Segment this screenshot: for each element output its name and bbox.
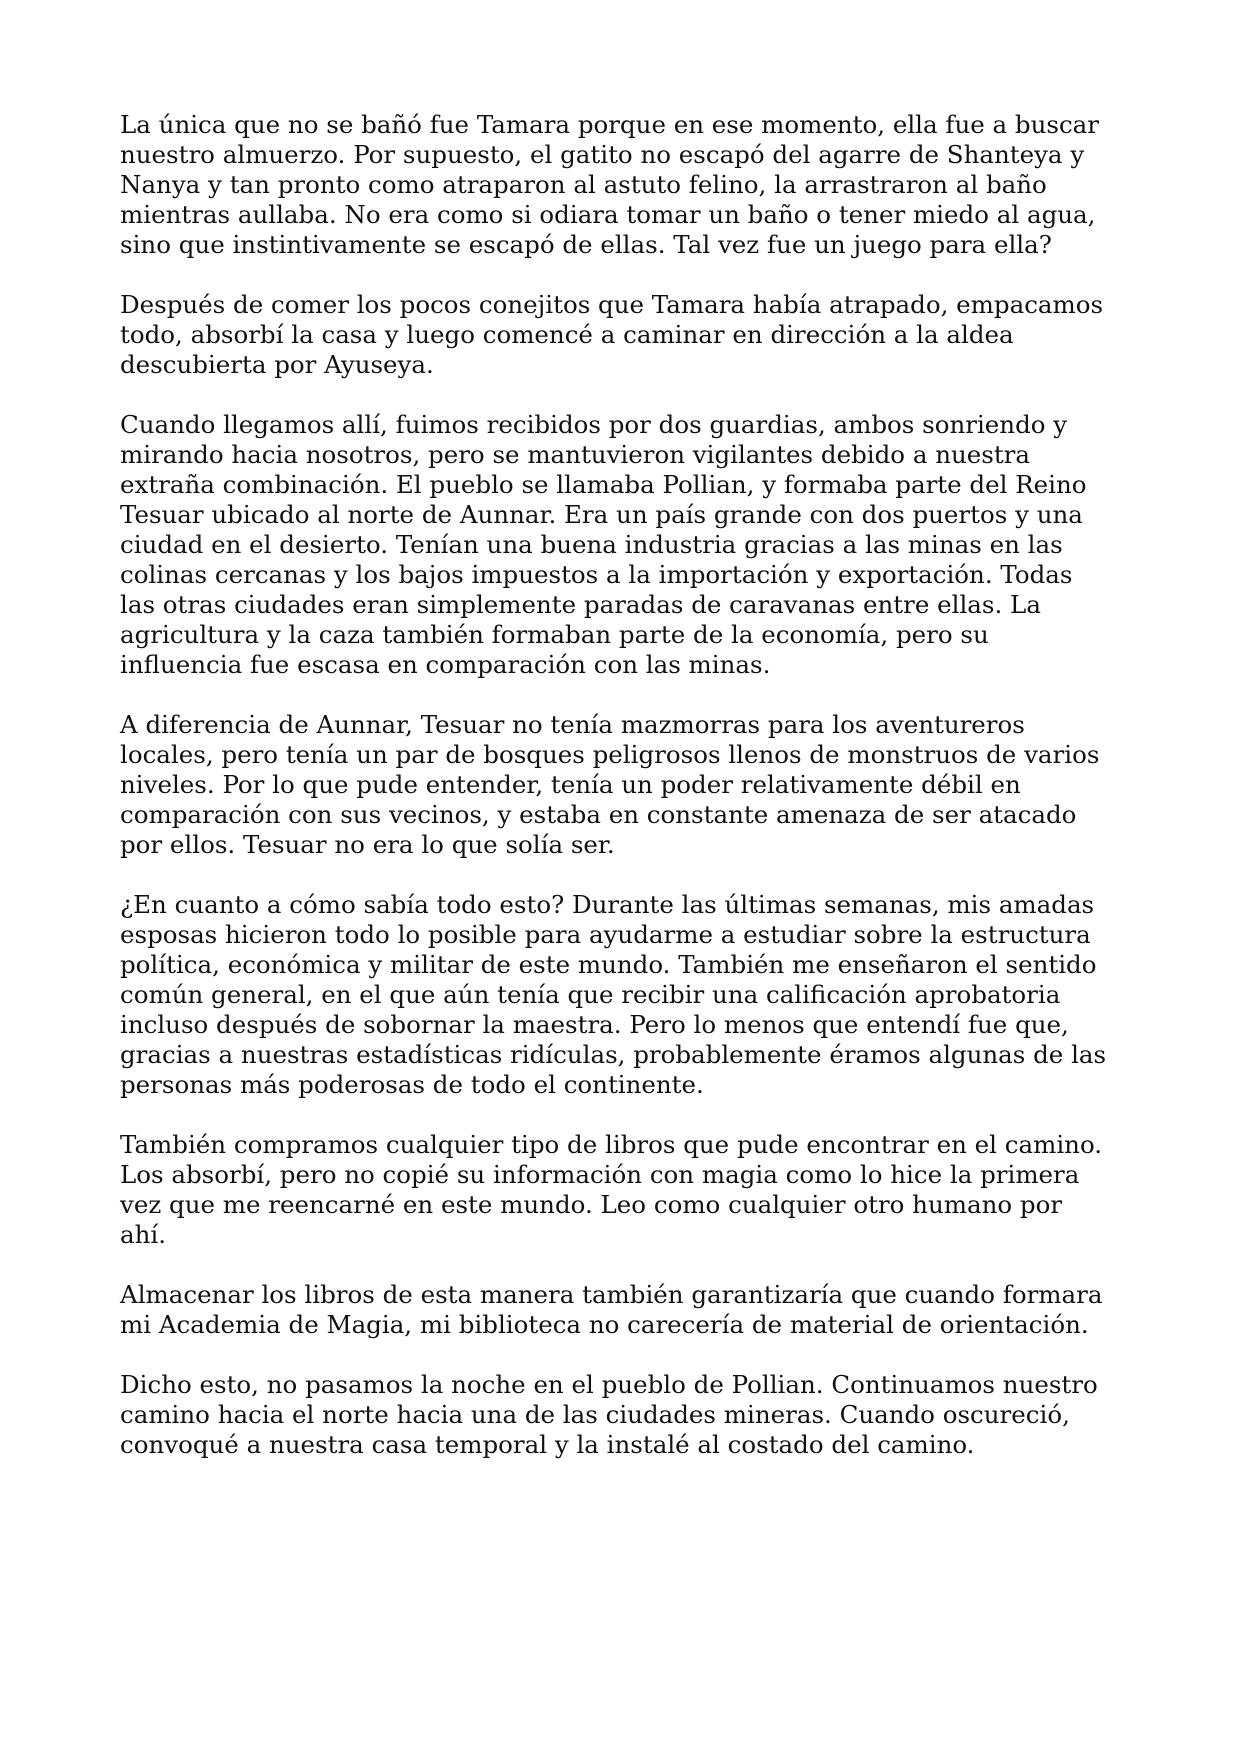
paragraph: ¿En cuanto a cómo sabía todo esto? Durante las últimas semanas, mis amadas esposas hicieron todo lo posible para ayudarme a estudiar sobre la estructura política, económica y militar de este mundo. También me enseñaron el sentido común general, en el que aún tenía que recibir una calificación aprobatoria incluso después de sobornar la maestra. Pero lo menos que entendí fue que, gracias a nuestras estadísticas ridículas, probablemente éramos algunas de las personas más poderosas de todo el continente.	[120, 890, 1107, 1099]
paragraph: La única que no se bañó fue Tamara porque en ese momento, ella fue a buscar nuestro almuerzo. Por supuesto, el gatito no escapó del agarre de Shanteya y Nanya y tan pronto como atraparon al astuto felino, la arrastraron al baño mientras aullaba. No era como si odiara tomar un baño o tener miedo al agua, sino que instintivamente se escapó de ellas. Tal vez fue un juego para ella?	[120, 110, 1099, 259]
paragraph: Almacenar los libros de esta manera también garantizaría que cuando formara mi Academia de Magia, mi biblioteca no carecería de material de orientación.	[120, 1280, 1103, 1339]
paragraph: Después de comer los pocos conejitos que Tamara había atrapado, empacamos todo, absorbí la casa y luego comencé a caminar en dirección a la aldea descubierta por Ayuseya.	[120, 290, 1104, 379]
paragraph: Cuando llegamos allí, fuimos recibidos por dos guardias, ambos sonriendo y mirando hacia nosotros, pero se mantuvieron vigilantes debido a nuestra extraña combinación. El pueblo se llamaba Pollian, y formaba parte del Reino Tesuar ubicado al norte de Aunnar. Era un país grande con dos puertos y una ciudad en el desierto. Tenían una buena industria gracias a las minas en las colinas cercanas y los bajos impuestos a la importación y exportación. Todas las otras ciudades eran simplemente paradas de caravanas entre ellas. La agricultura y la caza también formaban parte de la economía, pero su influencia fue escasa en comparación con las minas.	[120, 410, 1087, 679]
paragraph: Dicho esto, no pasamos la noche en el pueblo de Pollian. Continuamos nuestro camino hacia el norte hacia una de las ciudades mineras. Cuando oscureció, convoqué a nuestra casa temporal y la instalé al costado del camino.	[120, 1370, 1098, 1459]
paragraph: A diferencia de Aunnar, Tesuar no tenía mazmorras para los aventureros locales, pero tenía un par de bosques peligrosos llenos de monstruos de varios niveles. Por lo que pude entender, tenía un poder relativamente débil en comparación con sus vecinos, y estaba en constante amenaza de ser atacado por ellos. Tesuar no era lo que solía ser.	[120, 710, 1100, 859]
paragraph: También compramos cualquier tipo de libros que pude encontrar en el camino. Los absorbí, pero no copié su información con magia como lo hice la primera vez que me reencarné en este mundo. Leo como cualquier otro humano por ahí.	[120, 1130, 1103, 1249]
